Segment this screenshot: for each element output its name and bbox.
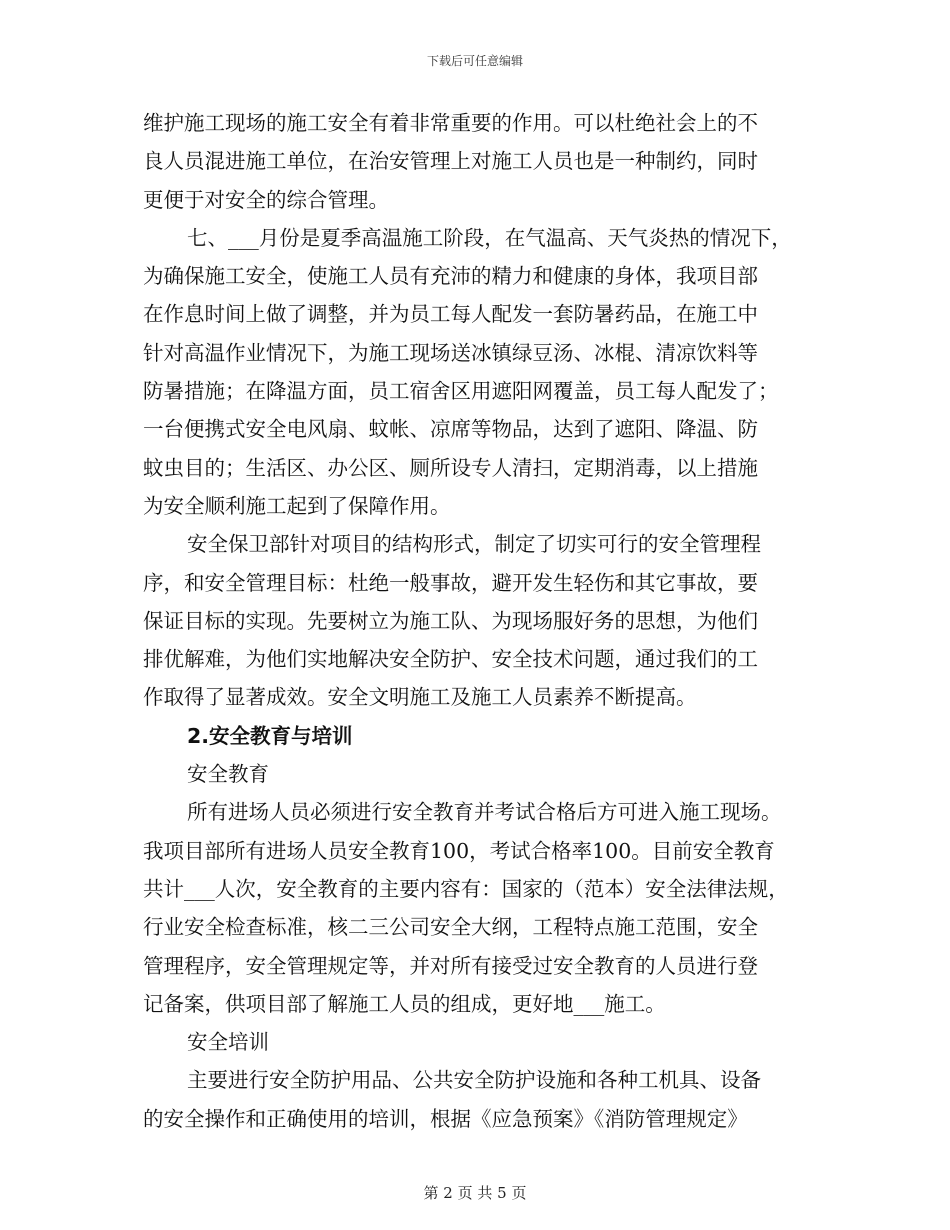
text-line: 作取得了显著成效。安全文明施工及施工人员素养不断提高。 — [143, 685, 697, 710]
text-line: 我项目部所有进场人员安全教育100，考试合格率100。目前安全教育 — [143, 838, 775, 863]
text-line: 主要进行安全防护用品、公共安全防护设施和各种工机具、设备 — [187, 1068, 761, 1093]
text-line: 序，和安全管理目标：杜绝一般事故，避开发生轻伤和其它事故，要 — [143, 570, 758, 595]
text-line: 的安全操作和正确使用的培训，根据《应急预案》《消防管理规定》 — [143, 1106, 748, 1131]
text-line: 共计___人次，安全教育的主要内容有：国家的（范本）安全法律法规， — [143, 876, 789, 901]
text-line: 排优解难，为他们实地解决安全防护、安全技术问题，通过我们的工 — [143, 647, 758, 672]
text-line: 管理程序，安全管理规定等，并对所有接受过安全教育的人员进行登 — [143, 953, 758, 978]
section-heading: 2.安全教育与培训 — [187, 723, 353, 748]
text-line: 为安全顺利施工起到了保障作用。 — [143, 493, 451, 518]
text-line: 在作息时间上做了调整，并为员工每人配发一套防暑药品，在施工中 — [143, 302, 758, 327]
text-line: 防暑措施；在降温方面，员工宿舍区用遮阳网覆盖，员工每人配发了； — [143, 379, 779, 404]
text-line: 维护施工现场的施工安全有着非常重要的作用。可以杜绝社会上的不 — [143, 111, 758, 135]
page-header-note: 下载后可任意编辑 — [426, 54, 523, 68]
text-line: 为确保施工安全，使施工人员有充沛的精力和健康的身体，我项目部 — [143, 264, 758, 289]
text-line: 行业安全检查标准，核二三公司安全大纲，工程特点施工范围，安全 — [143, 915, 758, 940]
text-line: 更便于对安全的综合管理。 — [143, 187, 389, 212]
text-line: 保证目标的实现。先要树立为施工队、为现场服好务的思想，为他们 — [143, 608, 758, 633]
text-line: 良人员混进施工单位，在治安管理上对施工人员也是一种制约，同时 — [143, 149, 758, 174]
page-number: 第 2 页 共 5 页 — [423, 1184, 527, 1202]
text-line: 所有进场人员必须进行安全教育并考试合格后方可进入施工现场。 — [187, 800, 782, 825]
text-line: 七、___月份是夏季高温施工阶段，在气温高、天气炎热的情况下， — [187, 225, 792, 250]
text-line: 一台便携式安全电风扇、蚊帐、凉席等物品，达到了遮阳、降温、防 — [143, 417, 758, 442]
text-line: 记备案，供项目部了解施工人员的组成，更好地___施工。 — [143, 991, 666, 1016]
text-line: 安全教育 — [187, 762, 269, 787]
text-line: 针对高温作业情况下，为施工现场送冰镇绿豆汤、冰棍、清凉饮料等 — [143, 340, 758, 365]
text-line: 蚊虫目的；生活区、办公区、厕所设专人清扫，定期消毒，以上措施 — [143, 455, 758, 480]
document-body — [143, 104, 815, 1138]
text-line: 安全培训 — [187, 1030, 269, 1055]
text-line: 安全保卫部针对项目的结构形式，制定了切实可行的安全管理程 — [187, 532, 761, 557]
